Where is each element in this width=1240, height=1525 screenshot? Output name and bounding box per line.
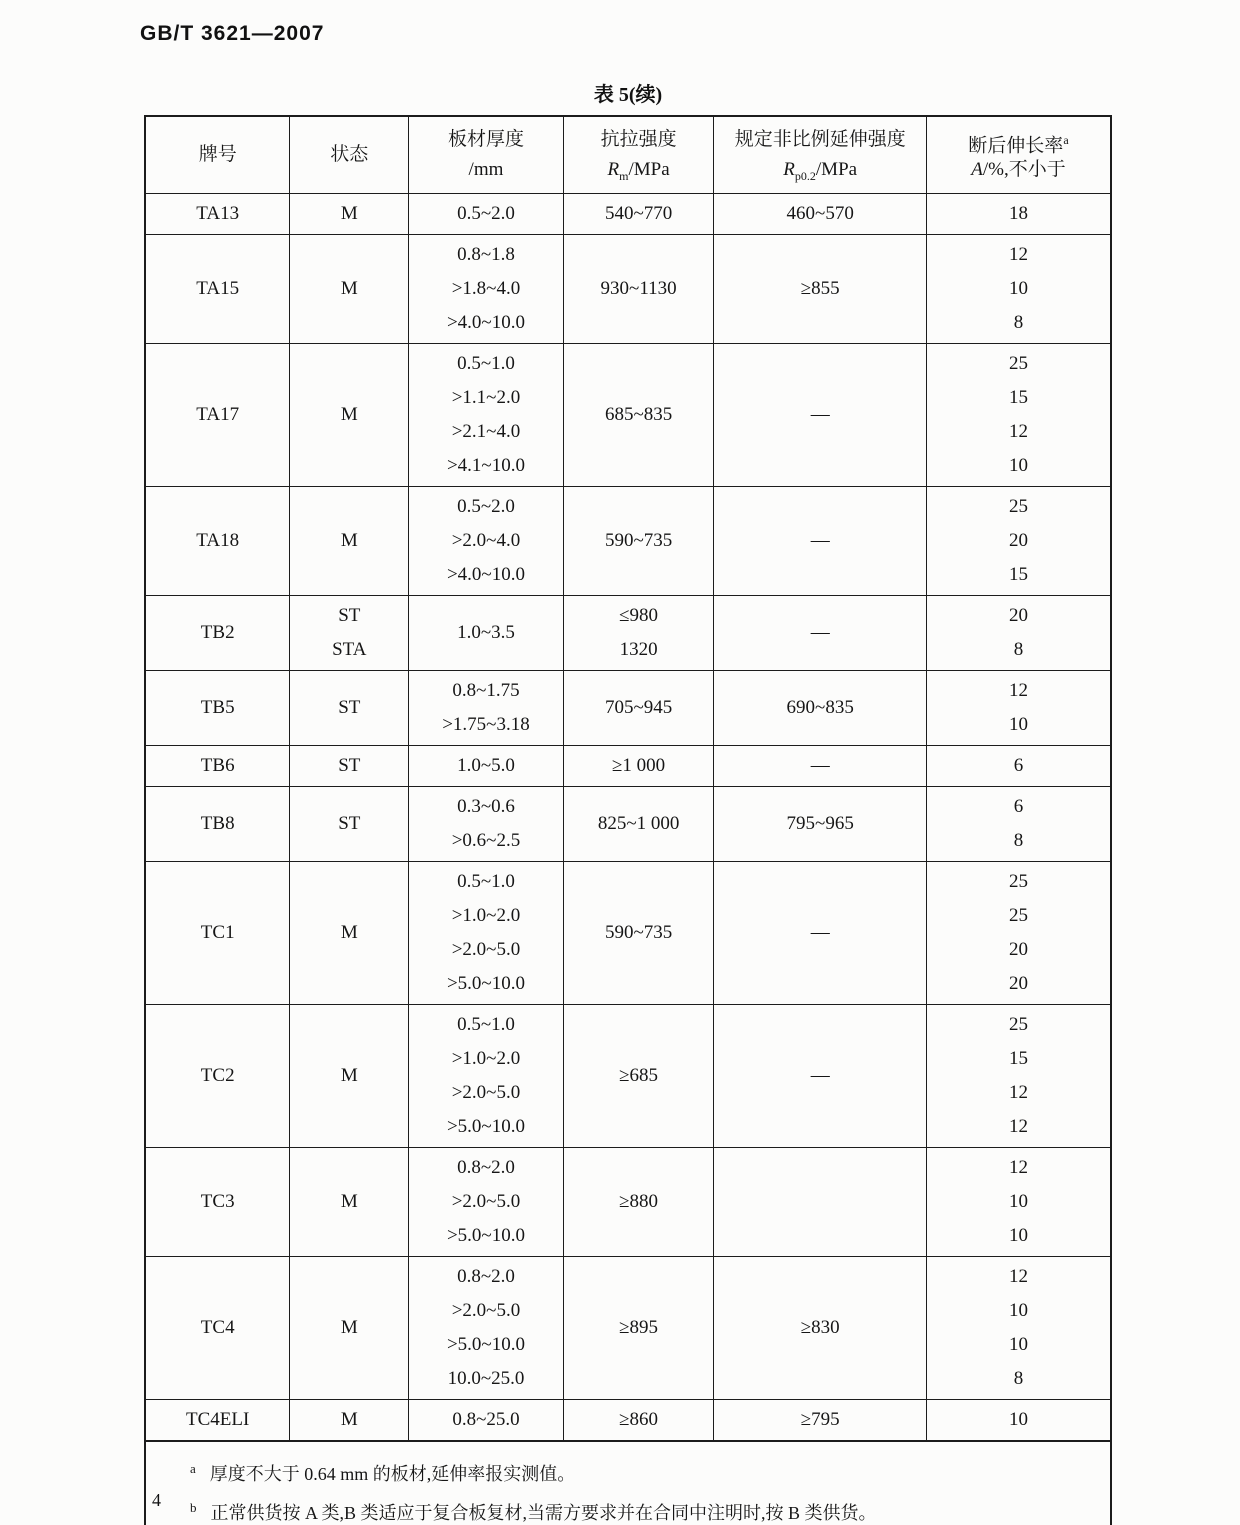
- cell-elong-line: 25: [1008, 352, 1028, 374]
- table-title: 表 5(续): [593, 84, 663, 106]
- cell-elong: [926, 193, 1111, 234]
- cell-thickness-line: 0.8~25.0: [452, 1408, 520, 1430]
- table-row: [145, 234, 1111, 343]
- cell-rp02: [714, 861, 927, 1004]
- cell-rm-line: 705~945: [604, 696, 673, 718]
- spec-table: [144, 115, 1112, 1525]
- cell-rm-line: 540~770: [604, 202, 673, 224]
- cell-grade: [145, 1399, 290, 1441]
- cell-state-line: M: [340, 529, 358, 551]
- cell-grade: [145, 670, 290, 745]
- cell-rp02: [714, 343, 927, 486]
- cell-thickness-line: >2.0~5.0: [451, 1081, 521, 1103]
- cell-rp02-line: —: [810, 403, 830, 425]
- col-header-tensile-line1: 抗拉强度: [600, 128, 677, 150]
- cell-thickness-line: >2.1~4.0: [451, 420, 521, 442]
- cell-grade-line: TC2: [200, 1064, 235, 1086]
- cell-thickness-line: >1.1~2.0: [451, 386, 521, 408]
- elongation-unit: /%,不小于: [982, 158, 1066, 180]
- cell-rp02: [714, 234, 927, 343]
- cell-rm-line: ≥895: [619, 1316, 659, 1338]
- footnote-row: [145, 1441, 1111, 1525]
- table-row: [145, 745, 1111, 786]
- cell-state-line: M: [340, 921, 358, 943]
- cell-rm-line: ≥860: [619, 1408, 659, 1430]
- cell-thickness-line: >1.0~2.0: [451, 1047, 521, 1069]
- cell-rm: [563, 343, 714, 486]
- cell-rm-line: 590~735: [604, 529, 673, 551]
- cell-state-line: M: [340, 1064, 358, 1086]
- cell-state: [290, 1256, 409, 1399]
- cell-state: [290, 234, 409, 343]
- cell-state-line: M: [340, 1316, 358, 1338]
- rm-subscript: m: [619, 168, 629, 183]
- table-row: [145, 193, 1111, 234]
- cell-rp02-line: —: [810, 921, 830, 943]
- cell-state: [290, 1147, 409, 1256]
- cell-grade: [145, 1004, 290, 1147]
- cell-thickness-line: >4.0~10.0: [446, 311, 525, 333]
- cell-rp02-line: 460~570: [786, 202, 854, 224]
- cell-state-line: M: [340, 1408, 358, 1430]
- cell-rm-line: 930~1130: [600, 277, 677, 299]
- cell-thickness-line: 1.0~5.0: [457, 754, 515, 776]
- rm-unit: /MPa: [628, 158, 670, 180]
- footnote-b-text: 正常供货按 A 类,B 类适应于复合板复材,当需方要求并在合同中注明时,按 B 类供货。: [210, 1502, 877, 1523]
- cell-grade: [145, 595, 290, 670]
- cell-state: [290, 745, 409, 786]
- cell-thickness: [409, 193, 564, 234]
- cell-thickness-line: >5.0~10.0: [446, 1115, 525, 1137]
- cell-elong-line: 10: [1008, 277, 1028, 299]
- cell-grade-line: TA17: [196, 403, 240, 425]
- cell-state-line: M: [340, 1190, 358, 1212]
- cell-rp02-line: ≥855: [800, 277, 840, 299]
- cell-rm: [563, 745, 714, 786]
- cell-elong-line: 10: [1008, 1333, 1028, 1355]
- cell-rm: [563, 1256, 714, 1399]
- cell-rm-line: 685~835: [604, 403, 673, 425]
- cell-grade-line: TA15: [196, 277, 240, 299]
- cell-thickness: [409, 595, 564, 670]
- table-row: [145, 595, 1111, 670]
- cell-rm-line: 825~1 000: [597, 812, 680, 834]
- cell-elong-line: 10: [1008, 1190, 1028, 1212]
- cell-state-line: M: [340, 403, 358, 425]
- page-number: 4: [152, 1490, 161, 1510]
- cell-thickness-line: 0.5~2.0: [457, 495, 515, 517]
- cell-thickness-line: 0.8~2.0: [457, 1265, 515, 1287]
- col-header-thickness-line1: 板材厚度: [447, 128, 524, 150]
- cell-rp02: [714, 1256, 927, 1399]
- cell-thickness: [409, 1399, 564, 1441]
- elongation-label: 断后伸长率: [968, 135, 1064, 157]
- col-header-state-label: 状态: [330, 143, 369, 165]
- cell-thickness-line: >1.75~3.18: [442, 713, 530, 735]
- cell-state-line: M: [340, 202, 358, 224]
- cell-elong-line: 12: [1008, 1156, 1028, 1178]
- table-body: [145, 193, 1111, 1441]
- cell-state-line: ST: [338, 812, 361, 834]
- rm-symbol: R: [607, 158, 620, 180]
- cell-thickness: [409, 343, 564, 486]
- table-row: [145, 1399, 1111, 1441]
- cell-state: [290, 343, 409, 486]
- cell-grade-line: TC4ELI: [186, 1408, 250, 1430]
- cell-elong-line: 6: [1013, 795, 1024, 817]
- cell-rp02: [714, 786, 927, 861]
- cell-rp02: [714, 670, 927, 745]
- cell-rp02-line: ≥830: [800, 1316, 840, 1338]
- cell-rm: [563, 193, 714, 234]
- cell-thickness-line: >5.0~10.0: [446, 1333, 525, 1355]
- cell-grade-line: TC1: [200, 921, 235, 943]
- cell-state: [290, 861, 409, 1004]
- cell-elong-line: 25: [1008, 1013, 1028, 1035]
- cell-elong-line: 8: [1013, 1367, 1024, 1389]
- cell-grade-line: TB2: [200, 621, 235, 643]
- cell-elong: [926, 861, 1111, 1004]
- cell-grade: [145, 343, 290, 486]
- cell-grade-line: TA13: [196, 202, 240, 224]
- footnote-a-text: 厚度不大于 0.64 mm 的板材,延伸率报实测值。: [209, 1463, 576, 1484]
- cell-thickness-line: 0.5~1.0: [457, 352, 515, 374]
- cell-elong-line: 25: [1008, 870, 1028, 892]
- table-row: [145, 861, 1111, 1004]
- footnote-a: [190, 1452, 1100, 1491]
- elongation-footnote-mark: a: [1063, 132, 1069, 147]
- cell-rm: [563, 1004, 714, 1147]
- cell-rp02: [714, 486, 927, 595]
- cell-rm: [563, 595, 714, 670]
- cell-state-line: M: [340, 277, 358, 299]
- cell-thickness-line: >2.0~5.0: [451, 1299, 521, 1321]
- table-footnotes: [145, 1441, 1111, 1525]
- cell-grade-line: TB6: [200, 754, 235, 776]
- elongation-symbol: A: [971, 158, 983, 180]
- table-row: [145, 486, 1111, 595]
- col-header-proof-line2: [718, 155, 922, 185]
- cell-rm-line: ≥880: [619, 1190, 659, 1212]
- cell-elong: [926, 670, 1111, 745]
- cell-elong-line: 12: [1008, 1115, 1028, 1137]
- cell-grade: [145, 786, 290, 861]
- cell-grade: [145, 1147, 290, 1256]
- cell-rp02: [714, 595, 927, 670]
- cell-state-line: STA: [332, 638, 367, 660]
- cell-elong-line: 6: [1013, 754, 1024, 776]
- cell-rp02-line: —: [810, 1064, 830, 1086]
- cell-elong: [926, 486, 1111, 595]
- cell-rp02: [714, 1399, 927, 1441]
- cell-rp02-line: —: [810, 754, 830, 776]
- cell-rm: [563, 861, 714, 1004]
- cell-elong-line: 10: [1008, 454, 1028, 476]
- standard-number: GB/T 3621—2007: [140, 22, 325, 45]
- cell-thickness-line: 0.8~1.75: [452, 679, 520, 701]
- cell-thickness-line: >1.8~4.0: [451, 277, 521, 299]
- cell-elong: [926, 595, 1111, 670]
- cell-elong-line: 25: [1008, 495, 1028, 517]
- footnote-a-marker: a: [190, 1460, 196, 1476]
- cell-thickness-line: >2.0~5.0: [451, 938, 521, 960]
- cell-thickness-line: >5.0~10.0: [446, 972, 525, 994]
- cell-thickness-line: >1.0~2.0: [451, 904, 521, 926]
- table-row: [145, 1147, 1111, 1256]
- cell-elong-line: 10: [1008, 1224, 1028, 1246]
- cell-elong: [926, 234, 1111, 343]
- col-header-thickness-line2: /mm: [468, 158, 504, 180]
- col-header-elongation-line2: [931, 155, 1106, 185]
- cell-rp02: [714, 745, 927, 786]
- cell-rp02-line: —: [810, 529, 830, 551]
- cell-thickness-line: >5.0~10.0: [446, 1224, 525, 1246]
- cell-elong-line: 12: [1008, 420, 1028, 442]
- cell-rp02-line: —: [810, 621, 830, 643]
- col-header-tensile-strength: [563, 116, 714, 193]
- cell-elong-line: 18: [1008, 202, 1028, 224]
- cell-elong-line: 20: [1008, 938, 1028, 960]
- table-header-row: [145, 116, 1111, 193]
- cell-grade: [145, 1256, 290, 1399]
- table-row: [145, 1256, 1111, 1399]
- cell-elong-line: 10: [1008, 713, 1028, 735]
- cell-elong-line: 20: [1008, 604, 1028, 626]
- footnote-b: [190, 1491, 1100, 1525]
- cell-elong: [926, 1256, 1111, 1399]
- cell-rp02-line: ≥795: [800, 1408, 840, 1430]
- table-row: [145, 670, 1111, 745]
- cell-grade: [145, 486, 290, 595]
- cell-thickness: [409, 1147, 564, 1256]
- cell-grade-line: TB8: [200, 812, 235, 834]
- cell-thickness: [409, 1004, 564, 1147]
- table-row: [145, 786, 1111, 861]
- cell-elong-line: 10: [1008, 1408, 1028, 1430]
- footnote-cell: [145, 1441, 1111, 1525]
- cell-state-line: ST: [338, 696, 361, 718]
- cell-rp02: [714, 193, 927, 234]
- cell-elong-line: 12: [1008, 243, 1028, 265]
- cell-elong-line: 15: [1008, 386, 1028, 408]
- cell-thickness-line: >0.6~2.5: [451, 829, 521, 851]
- cell-rm: [563, 486, 714, 595]
- col-header-grade-label: 牌号: [198, 143, 237, 165]
- cell-state: [290, 486, 409, 595]
- col-header-state: [290, 116, 409, 193]
- cell-thickness-line: 0.8~1.8: [457, 243, 515, 265]
- cell-grade-line: TB5: [200, 696, 235, 718]
- cell-elong-line: 8: [1013, 829, 1024, 851]
- cell-grade-line: TC4: [200, 1316, 235, 1338]
- cell-grade: [145, 861, 290, 1004]
- cell-elong-line: 12: [1008, 1265, 1028, 1287]
- cell-elong-line: 12: [1008, 1081, 1028, 1103]
- cell-grade-line: TC3: [200, 1190, 235, 1212]
- cell-thickness: [409, 745, 564, 786]
- cell-rm-line: ≥685: [619, 1064, 659, 1086]
- cell-grade: [145, 745, 290, 786]
- cell-rm-line: 1320: [619, 638, 658, 660]
- cell-elong: [926, 343, 1111, 486]
- cell-thickness-line: >4.1~10.0: [446, 454, 525, 476]
- cell-elong-line: 8: [1013, 638, 1024, 660]
- cell-elong-line: 8: [1013, 311, 1024, 333]
- cell-elong-line: 10: [1008, 1299, 1028, 1321]
- cell-thickness-line: 10.0~25.0: [447, 1367, 525, 1389]
- cell-thickness-line: 0.5~1.0: [457, 870, 515, 892]
- cell-elong-line: 12: [1008, 679, 1028, 701]
- cell-state: [290, 786, 409, 861]
- cell-elong: [926, 786, 1111, 861]
- cell-rm-line: ≤980: [619, 604, 659, 626]
- cell-grade: [145, 193, 290, 234]
- col-header-proof-line1: 规定非比例延伸强度: [734, 128, 906, 150]
- table-row: [145, 343, 1111, 486]
- cell-rm-line: ≥1 000: [612, 754, 666, 776]
- cell-thickness: [409, 861, 564, 1004]
- cell-state-line: ST: [338, 604, 361, 626]
- cell-thickness: [409, 1256, 564, 1399]
- cell-rm: [563, 786, 714, 861]
- col-header-proof-strength: [714, 116, 927, 193]
- cell-thickness: [409, 234, 564, 343]
- cell-elong: [926, 1004, 1111, 1147]
- cell-state: [290, 670, 409, 745]
- cell-rp02-line: 690~835: [786, 696, 854, 718]
- cell-state: [290, 1004, 409, 1147]
- cell-state: [290, 595, 409, 670]
- col-header-grade: [145, 116, 290, 193]
- cell-thickness: [409, 670, 564, 745]
- footnote-b-marker: b: [190, 1499, 197, 1515]
- cell-thickness: [409, 486, 564, 595]
- table-row: [145, 1004, 1111, 1147]
- cell-elong-line: 20: [1008, 972, 1028, 994]
- cell-state: [290, 1399, 409, 1441]
- cell-thickness-line: >2.0~5.0: [451, 1190, 521, 1212]
- cell-rp02: [714, 1004, 927, 1147]
- cell-elong: [926, 745, 1111, 786]
- cell-thickness-line: 0.8~2.0: [457, 1156, 515, 1178]
- cell-state: [290, 193, 409, 234]
- col-header-elongation: [926, 116, 1111, 193]
- cell-rp02: [714, 1147, 927, 1256]
- cell-elong-line: 15: [1008, 563, 1028, 585]
- col-header-elongation-line1: [931, 125, 1106, 155]
- cell-rm-line: 590~735: [604, 921, 673, 943]
- cell-rm: [563, 1399, 714, 1441]
- rp-unit: /MPa: [815, 158, 858, 180]
- rp-subscript: p0.2: [794, 168, 816, 183]
- cell-rm: [563, 670, 714, 745]
- cell-thickness-line: >4.0~10.0: [446, 563, 525, 585]
- cell-rm: [563, 1147, 714, 1256]
- cell-state-line: ST: [338, 754, 361, 776]
- cell-elong: [926, 1147, 1111, 1256]
- cell-elong-line: 20: [1008, 529, 1028, 551]
- col-header-thickness: [409, 116, 564, 193]
- cell-rm: [563, 234, 714, 343]
- cell-thickness-line: >2.0~4.0: [451, 529, 521, 551]
- cell-thickness-line: 0.3~0.6: [457, 795, 515, 817]
- rp-symbol: R: [783, 158, 795, 180]
- table-header: [145, 116, 1111, 193]
- cell-grade: [145, 234, 290, 343]
- cell-thickness-line: 1.0~3.5: [457, 621, 515, 643]
- cell-rp02-line: 795~965: [786, 812, 854, 834]
- col-header-tensile-line2: [568, 155, 710, 185]
- cell-elong-line: 25: [1008, 904, 1028, 926]
- cell-elong: [926, 1399, 1111, 1441]
- cell-thickness-line: 0.5~1.0: [457, 1013, 515, 1035]
- cell-thickness: [409, 786, 564, 861]
- cell-elong-line: 15: [1008, 1047, 1028, 1069]
- cell-grade-line: TA18: [196, 529, 240, 551]
- cell-thickness-line: 0.5~2.0: [457, 202, 515, 224]
